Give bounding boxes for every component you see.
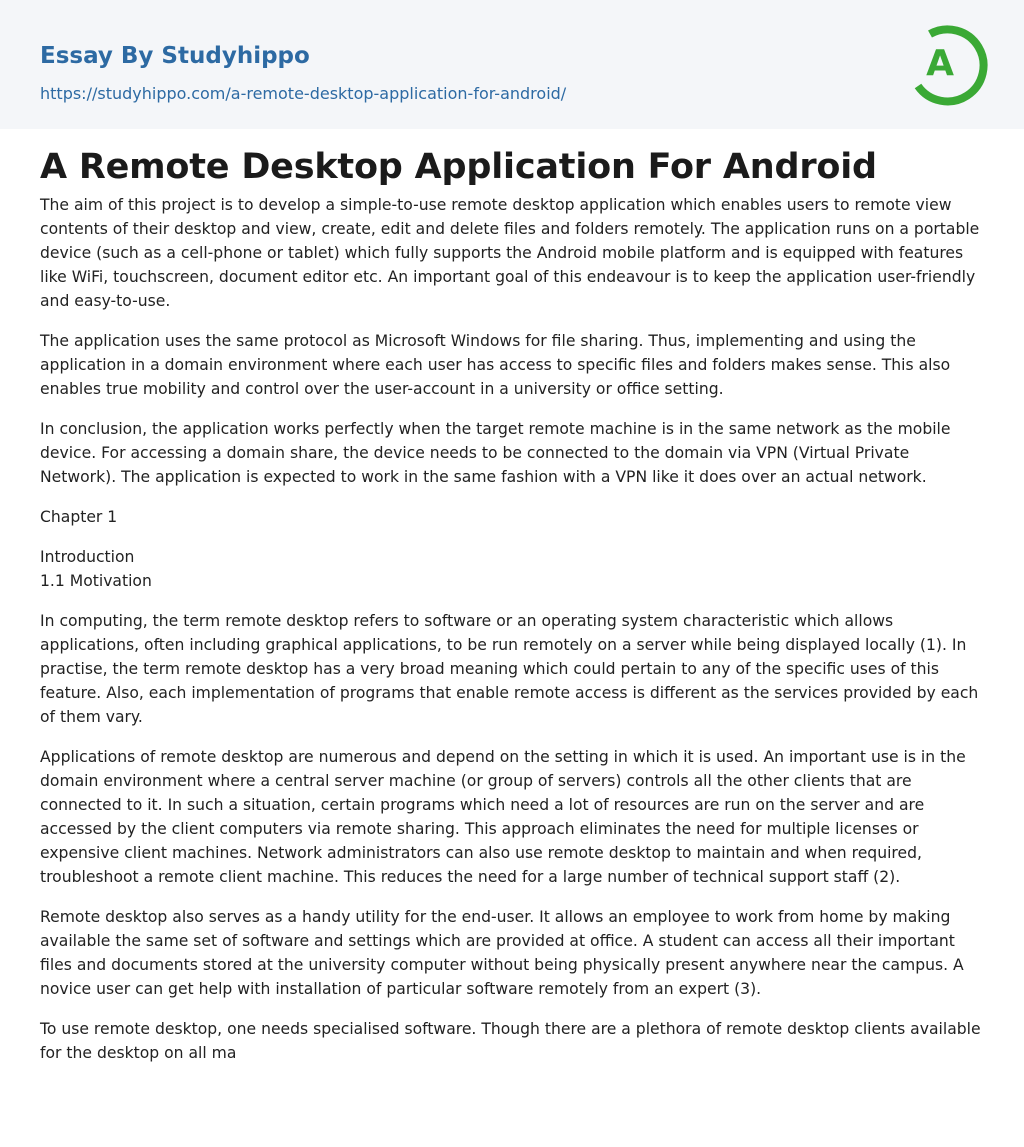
site-header — [0, 0, 1024, 129]
paragraph: To use remote desktop, one needs specialised software. Though there are a plethora of remote desktop clients available for the desktop on all ma — [40, 1020, 981, 1062]
chapter-heading: Chapter 1 — [40, 508, 118, 526]
source-url-link[interactable]: https://studyhippo.com/a-remote-desktop-application-for-android/ — [40, 84, 567, 103]
section-heading: Introduction 1.1 Motivation — [40, 548, 152, 590]
article-body — [0, 145, 1024, 1065]
paragraph: Applications of remote desktop are numerous and depend on the setting in which it is used. An important use is in the domain environment where a central server machine (or group of servers) controls all the other clients that are connected to it. In such a situation, certain programs which need a lot of resources are run on the server and are accessed by the client computers via remote sharing. This approach eliminates the need for multiple licenses or expensive client machines. Network administrators can also use remote desktop to maintain and when required, troubleshoot a remote client machine. This reduces the need for a large number of technical support staff (2). — [40, 748, 966, 886]
paragraph: Remote desktop also serves as a handy utility for the end-user. It allows an employee to work from home by making available the same set of software and settings which are provided at office. A student can access all their important files and documents stored at the university computer without being physically present anywhere near the campus. A novice user can get help with installation of particular software remotely from an expert (3). — [40, 908, 964, 998]
paragraph: The aim of this project is to develop a simple-to-use remote desktop application which enables users to remote view contents of their desktop and view, create, edit and delete files and folders remotely. The application runs on a portable device (such as a cell-phone or tablet) which fully supports the Android mobile platform and is equipped with features like WiFi, touchscreen, document editor etc. An important goal of this endeavour is to keep the application user-friendly and easy-to-use. — [40, 196, 980, 310]
paragraph: In computing, the term remote desktop refers to software or an operating system characteristic which allows applications, often including graphical applications, to be run remotely on a server while being displayed locally (1). In practise, the term remote desktop has a very broad meaning which could pertain to any of the specific uses of this feature. Also, each implementation of programs that enable remote access is different as the services provided by each of them vary. — [40, 612, 979, 726]
studyhippo-logo-icon — [910, 18, 988, 106]
logo-letter: A — [926, 43, 954, 84]
site-title: Essay By Studyhippo — [40, 43, 310, 69]
paragraph: The application uses the same protocol as Microsoft Windows for file sharing. Thus, implementing and using the application in a domain environment where each user has access to specific files and folders makes sense. This also enables true mobility and control over the user-account in a university or office setting. — [40, 332, 951, 398]
page-title: A Remote Desktop Application For Android — [40, 147, 877, 187]
paragraph: In conclusion, the application works perfectly when the target remote machine is in the same network as the mobile device. For accessing a domain share, the device needs to be connected to the domain via VPN (Virtual Private Network). The application is expected to work in the same fashion with a VPN like it does over an actual network. — [40, 420, 951, 486]
